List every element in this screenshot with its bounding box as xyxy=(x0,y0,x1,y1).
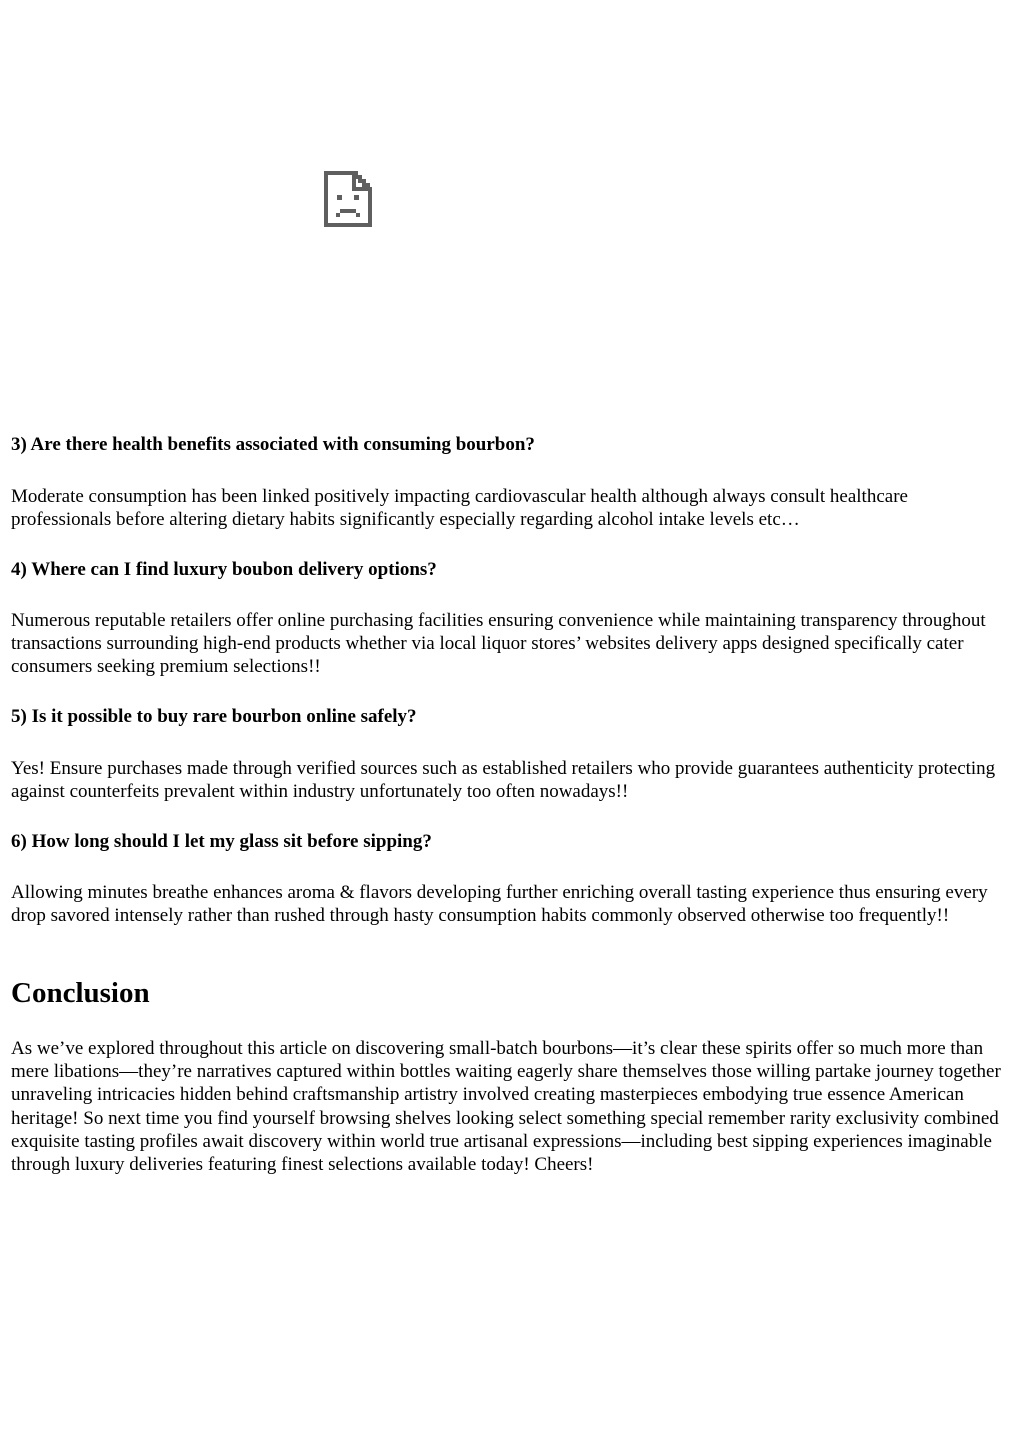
faq-answer-6: Allowing minutes breathe enhances aroma & flavors developing further enriching overall tasting experience thus ensuring every drop savored intensely rather than rushed through hasty consumption habits commonly observed otherwise too frequently!! xyxy=(11,882,988,927)
faq-question-6: 6) How long should I let my glass sit before sipping? xyxy=(11,831,432,852)
broken-image-icon xyxy=(324,171,372,227)
conclusion-body: As we’ve explored throughout this article on discovering small-batch bourbons—it’s clear these spirits offer so much more than mere libations—they’re narratives captured within bottles waiting eagerly share themselves those willing partake journey together unraveling intricacies hidden behind craftsmanship artistry involved creating masterpieces embodying true essence American heritage! So next time you find yourself browsing shelves looking select something special remember rarity exclusivity combined exquisite tasting profiles await discovery within world true artisanal expressions—including best sipping experiences imaginable through luxury deliveries featuring finest selections available today! Cheers! xyxy=(11,1038,1001,1176)
faq-question-3: 3) Are there health benefits associated with consuming bourbon? xyxy=(11,434,535,455)
faq-answer-5: Yes! Ensure purchases made through verified sources such as established retailers who provide guarantees authenticity protecting against counterfeits prevalent within industry unfortunately too often nowadays!! xyxy=(11,758,996,803)
faq-answer-4: Numerous reputable retailers offer online purchasing facilities ensuring convenience while maintaining transparency throughout transactions surrounding high-end products whether via local liquor stores’ websites delivery apps designed specifically cater consumers seeking premium selections!! xyxy=(11,610,986,678)
conclusion-heading: Conclusion xyxy=(11,977,150,1009)
faq-answer-3: Moderate consumption has been linked positively impacting cardiovascular health although always consult healthcare professionals before altering dietary habits significantly especially regarding alcohol intake levels etc… xyxy=(11,486,908,531)
faq-question-4: 4) Where can I find luxury boubon delivery options? xyxy=(11,559,437,580)
faq-question-5: 5) Is it possible to buy rare bourbon online safely? xyxy=(11,706,417,727)
